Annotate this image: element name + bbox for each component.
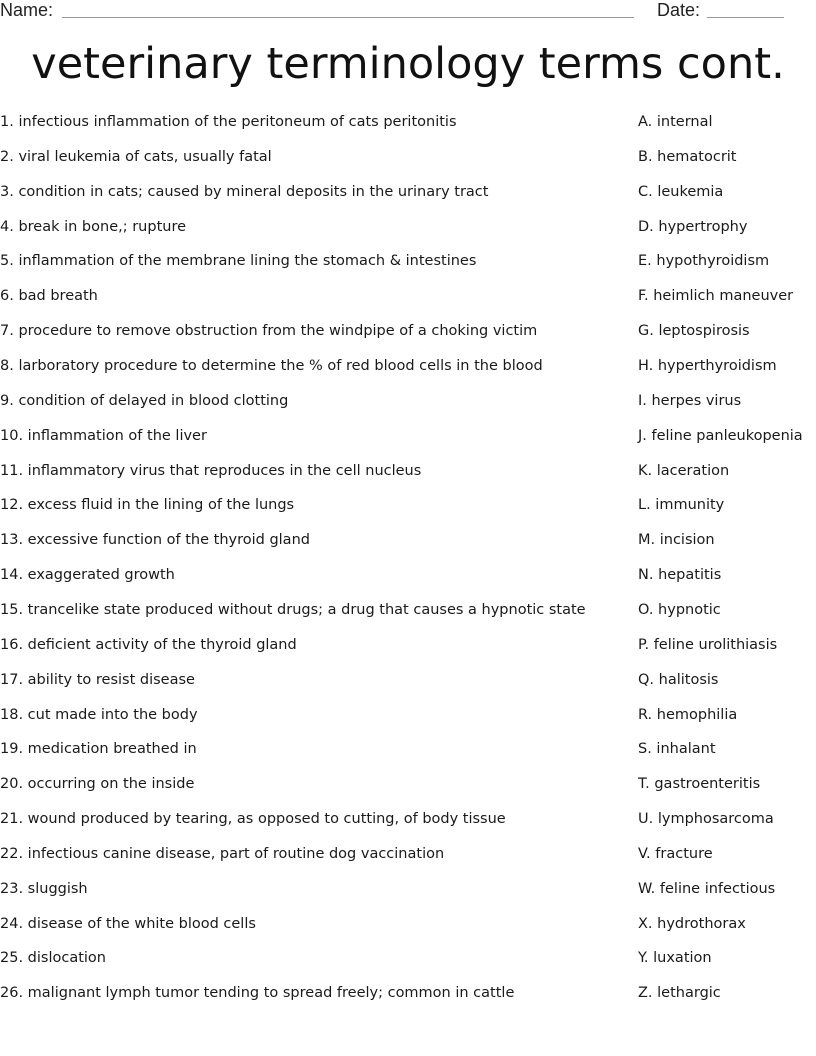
list-item <box>0 285 816 307</box>
answer-option: L. immunity <box>638 497 725 514</box>
clue-text: 3. condition in cats; caused by mineral deposits in the urinary tract <box>0 183 489 200</box>
answer-option: H. hyperthyroidism <box>638 358 777 374</box>
list-item <box>0 808 816 830</box>
list-item <box>0 494 816 516</box>
clue-text: 8. larboratory procedure to determine the % of red blood cells in the blood <box>0 358 543 374</box>
clue-text: 11. inflammatory virus that reproduces in the cell nucleus <box>0 462 422 479</box>
list-item <box>0 704 816 726</box>
clue-text: 12. excess fluid in the lining of the lungs <box>0 497 295 514</box>
answer-option: Y. luxation <box>638 950 712 967</box>
list-item <box>0 320 816 342</box>
list-item <box>0 460 816 482</box>
answer-option: F. heimlich maneuver <box>638 288 794 305</box>
clue-text: 19. medication breathed in <box>0 741 197 758</box>
clue-text: 23. sluggish <box>0 880 88 897</box>
list-item <box>0 843 816 865</box>
answer-option: Q. halitosis <box>638 671 719 688</box>
list-item <box>0 181 816 203</box>
clue-text: 7. procedure to remove obstruction from the windpipe of a choking victim <box>0 323 538 340</box>
list-item <box>0 216 816 238</box>
clue-text: 1. infectious inflammation of the peritoneum of cats peritonitis <box>0 114 457 130</box>
answer-option: G. leptospirosis <box>638 323 750 340</box>
worksheet-header <box>0 0 816 24</box>
answer-option: S. inhalant <box>638 741 716 758</box>
answer-option: P. feline urolithiasis <box>638 636 778 653</box>
list-item <box>0 355 816 377</box>
clue-text: 2. viral leukemia of cats, usually fatal <box>0 148 272 165</box>
clue-text: 16. deficient activity of the thyroid gland <box>0 636 297 653</box>
clue-text: 18. cut made into the body <box>0 706 198 723</box>
list-item <box>0 146 816 168</box>
clue-text: 24. disease of the white blood cells <box>0 915 256 932</box>
answer-option: Z. lethargic <box>638 985 721 1002</box>
list-item <box>0 425 816 447</box>
clue-text: 26. malignant lymph tumor tending to spread freely; common in cattle <box>0 985 515 1002</box>
answer-option: V. fracture <box>638 845 713 862</box>
answer-option: E. hypothyroidism <box>638 253 770 270</box>
answer-option: X. hydrothorax <box>638 915 746 932</box>
clue-text: 6. bad breath <box>0 288 98 305</box>
answer-option: K. laceration <box>638 462 730 479</box>
answer-option: D. hypertrophy <box>638 218 748 235</box>
name-line <box>62 17 634 18</box>
clue-text: 20. occurring on the inside <box>0 776 195 793</box>
list-item <box>0 250 816 272</box>
date-line <box>707 17 784 18</box>
clue-text: 21. wound produced by tearing, as opposed to cutting, of body tissue <box>0 811 506 827</box>
clue-text: 13. excessive function of the thyroid gland <box>0 532 310 549</box>
page-title: veterinary terminology terms cont. <box>31 39 785 89</box>
clue-text: 5. inflammation of the membrane lining the stomach & intestines <box>0 253 477 270</box>
list-item <box>0 599 816 621</box>
clue-text: 22. infectious canine disease, part of routine dog vaccination <box>0 845 445 862</box>
clue-text: 4. break in bone,; rupture <box>0 218 187 235</box>
list-item <box>0 529 816 551</box>
list-item <box>0 913 816 935</box>
list-item <box>0 878 816 900</box>
clue-text: 17. ability to resist disease <box>0 671 195 688</box>
list-item <box>0 390 816 412</box>
answer-option: R. hemophilia <box>638 706 738 723</box>
answer-option: N. hepatitis <box>638 567 722 583</box>
answer-option: J. feline panleukopenia <box>638 427 803 444</box>
clue-text: 10. inflammation of the liver <box>0 427 207 444</box>
list-item <box>0 634 816 656</box>
list-item <box>0 111 816 133</box>
answer-option: B. hematocrit <box>638 148 737 165</box>
clue-text: 15. trancelike state produced without drugs; a drug that causes a hypnotic state <box>0 601 586 618</box>
answer-option: M. incision <box>638 532 715 549</box>
list-item <box>0 947 816 969</box>
list-item <box>0 738 816 760</box>
answer-option: W. feline infectious <box>638 880 776 897</box>
answer-option: A. internal <box>638 114 713 130</box>
name-label: Name: <box>0 0 54 20</box>
list-item <box>0 564 816 586</box>
answer-option: O. hypnotic <box>638 601 721 618</box>
answer-option: T. gastroenteritis <box>638 776 761 793</box>
clue-text: 25. dislocation <box>0 950 106 967</box>
answer-option: I. herpes virus <box>638 392 742 409</box>
clue-text: 14. exaggerated growth <box>0 567 175 583</box>
answer-option: C. leukemia <box>638 183 724 200</box>
answer-option: U. lymphosarcoma <box>638 811 774 827</box>
date-label: Date: <box>657 0 701 20</box>
clue-text: 9. condition of delayed in blood clotting <box>0 392 289 409</box>
list-item <box>0 773 816 795</box>
list-item <box>0 982 816 1004</box>
list-item <box>0 669 816 691</box>
